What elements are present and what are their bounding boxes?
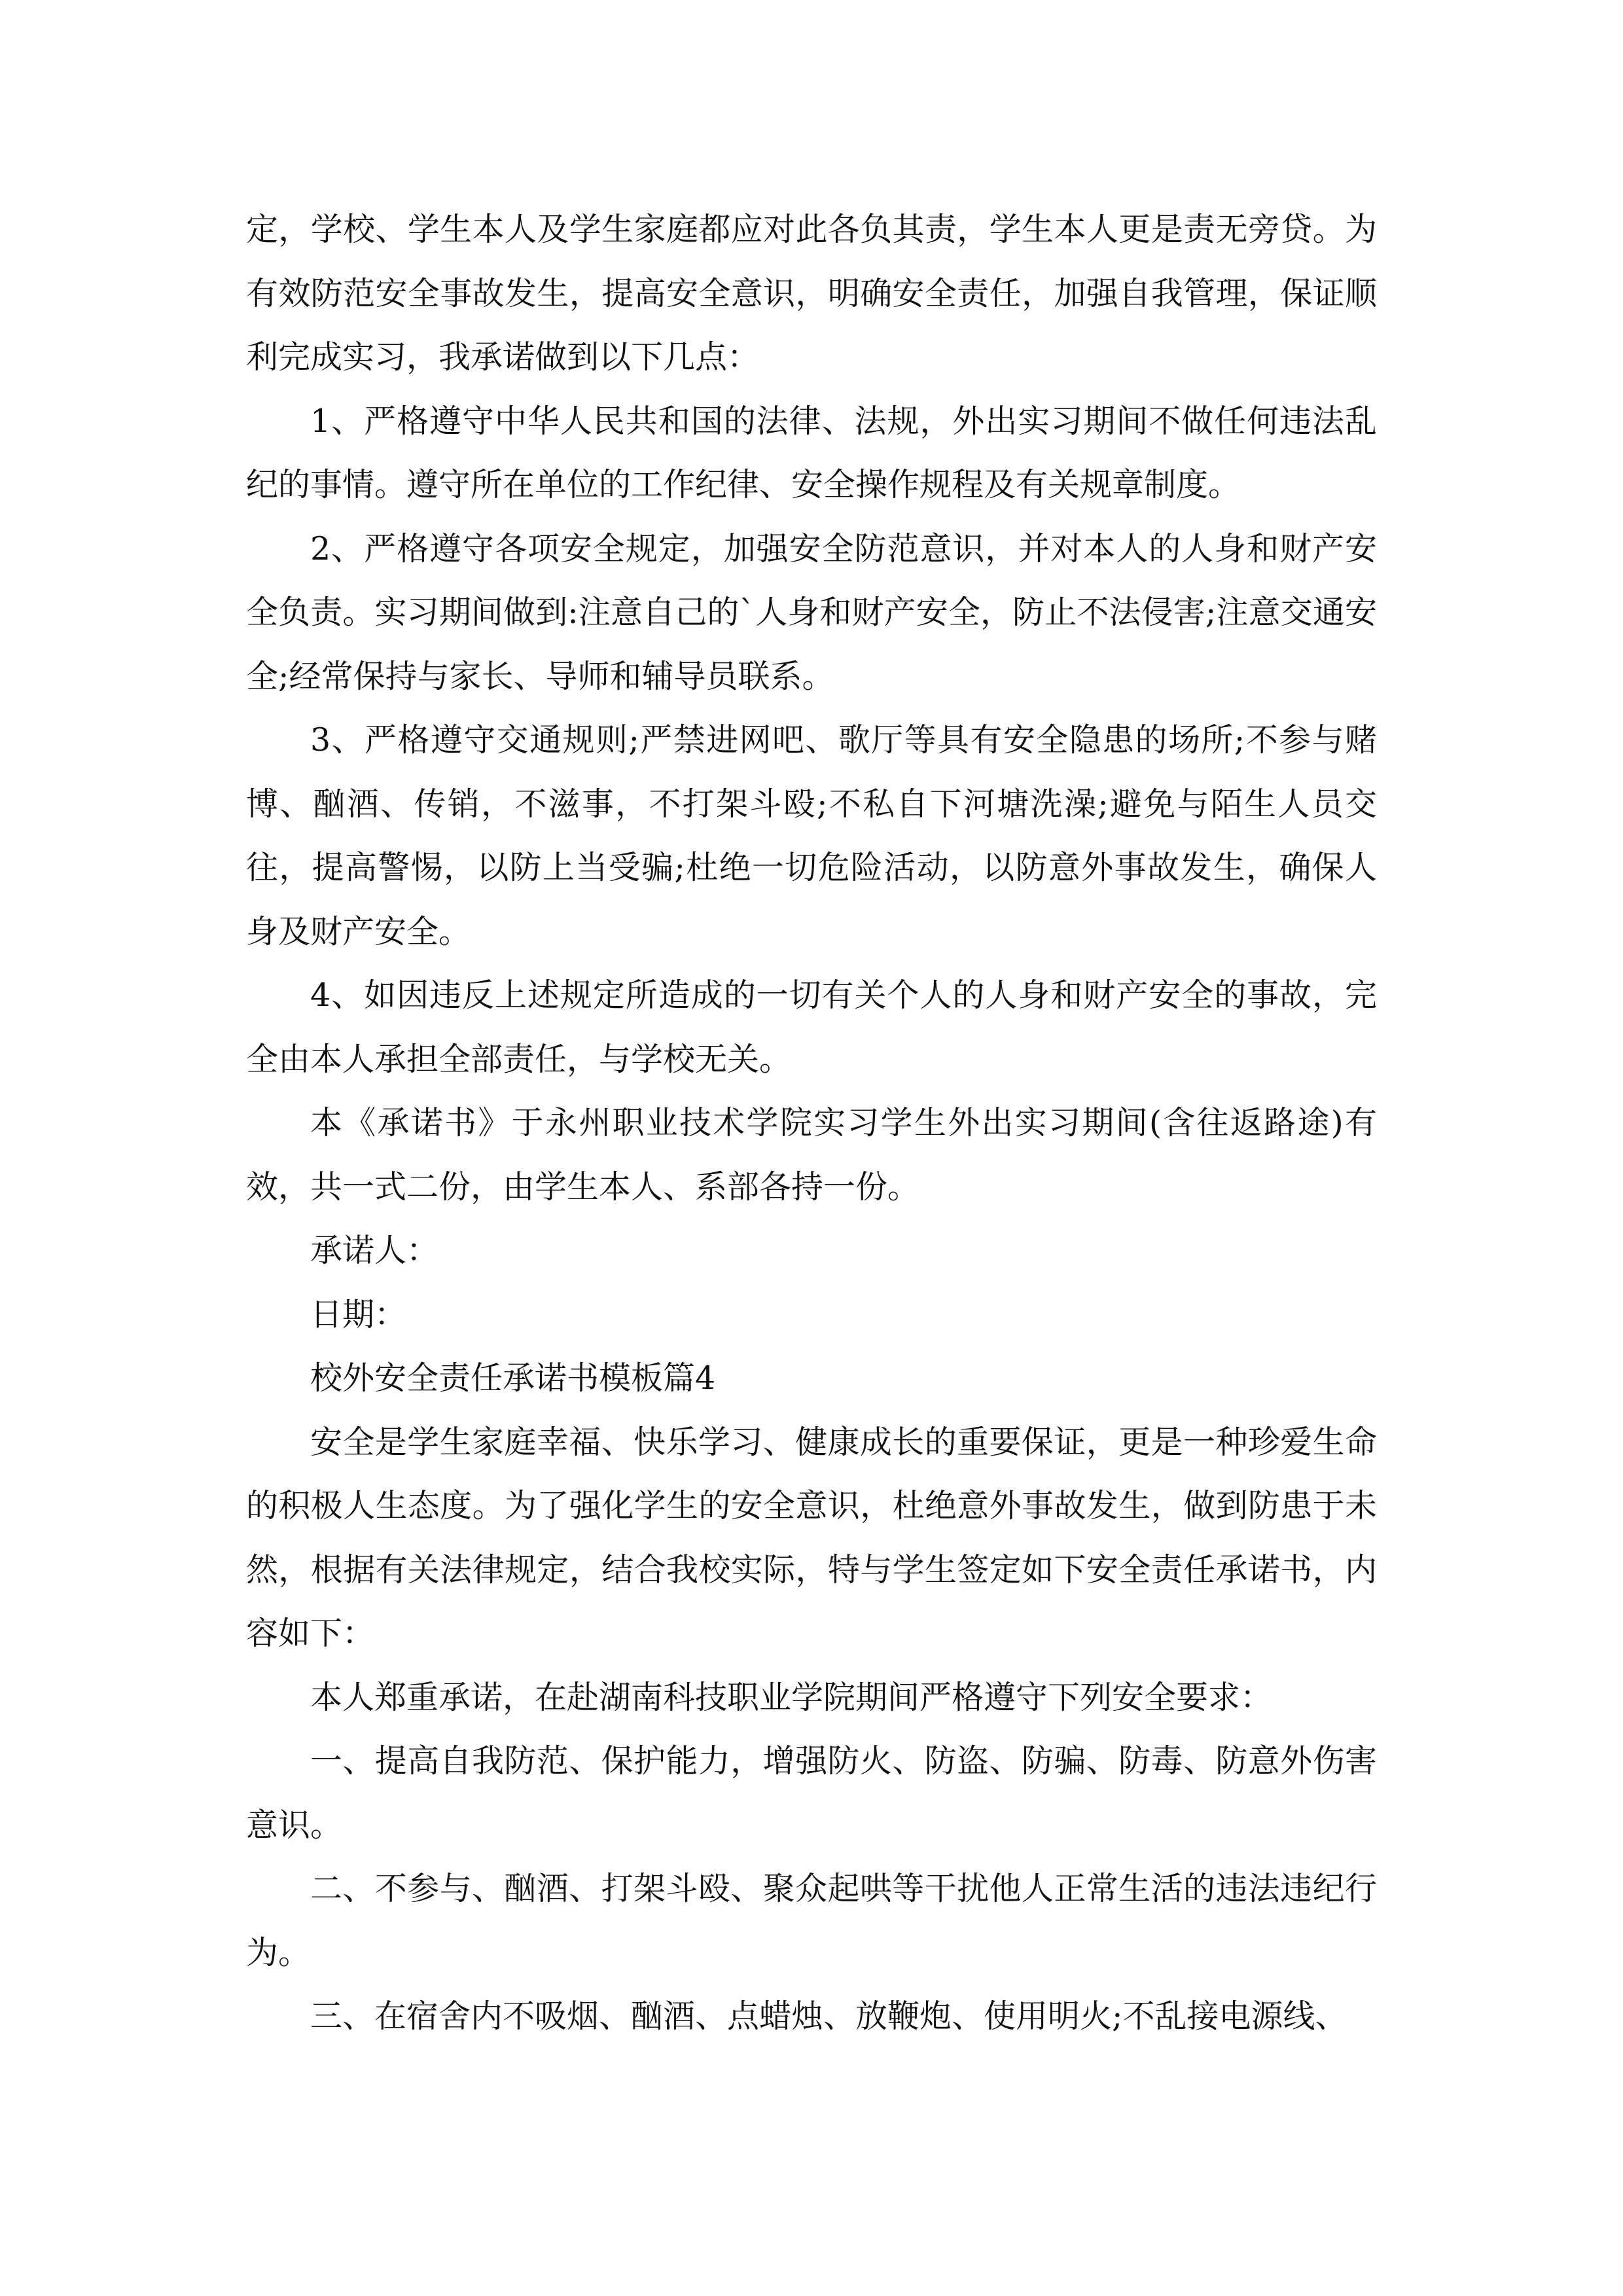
section-heading: 校外安全责任承诺书模板篇4 [310, 1359, 716, 1397]
paragraph-pledge: 本人郑重承诺，在赴湖南科技职业学院期间严格遵守下列安全要求： [310, 1678, 1273, 1716]
paragraph-item-4: 4、如因违反上述规定所造成的一切有关个人的人身和财产安全的事故，完全由本人承担全部责任，与学校无关。 [246, 977, 1377, 1078]
paragraph-item-3: 3、严格遵守交通规则;严禁进网吧、歌厅等具有安全隐患的场所;不参与赌博、酗酒、传销，不滋事，不打架斗殴;不私自下河塘洗澡;避免与陌生人员交往，提高警惕，以防上当受骗;杜绝一切危险活动，以防意外事故发生，确保人身及财产安全。 [246, 721, 1377, 950]
paragraph-intro-2: 安全是学生家庭幸福、快乐学习、健康成长的重要保证，更是一种珍爱生命的积极人生态度。为了强化学生的安全意识，杜绝意外事故发生，做到防患于未然，根据有关法律规定，结合我校实际，特与学生签定如下安全责任承诺书，内容如下： [246, 1423, 1377, 1652]
paragraph-item-1: 1、严格遵守中华人民共和国的法律、法规，外出实习期间不做任何违法乱纪的事情。遵守所在单位的工作纪律、安全操作规程及有关规章制度。 [246, 402, 1377, 503]
paragraph-rule-2: 二、不参与、酗酒、打架斗殴、聚众起哄等干扰他人正常生活的违法违纪行为。 [246, 1870, 1377, 1971]
signature-label: 承诺人： [310, 1232, 439, 1269]
document-page [246, 198, 1377, 2049]
paragraph-intro-continued: 定，学校、学生本人及学生家庭都应对此各负其责，学生本人更是责无旁贷。为有效防范安全事故发生，提高安全意识，明确安全责任，加强自我管理，保证顺利完成实习，我承诺做到以下几点： [246, 211, 1377, 376]
paragraph-validity: 本《承诺书》于永州职业技术学院实习学生外出实习期间(含往返路途)有效，共一式二份，由学生本人、系部各持一份。 [246, 1104, 1377, 1206]
paragraph-rule-3: 三、在宿舍内不吸烟、酗酒、点蜡烛、放鞭炮、使用明火;不乱接电源线、 [310, 1998, 1347, 2035]
date-label: 日期： [310, 1295, 407, 1333]
paragraph-rule-1: 一、提高自我防范、保护能力，增强防火、防盗、防骗、防毒、防意外伤害意识。 [246, 1742, 1377, 1844]
paragraph-item-2: 2、严格遵守各项安全规定，加强安全防范意识，并对本人的人身和财产安全负责。实习期间做到:注意自己的`人身和财产安全，防止不法侵害;注意交通安全;经常保持与家长、导师和辅导员联系。 [246, 529, 1377, 695]
